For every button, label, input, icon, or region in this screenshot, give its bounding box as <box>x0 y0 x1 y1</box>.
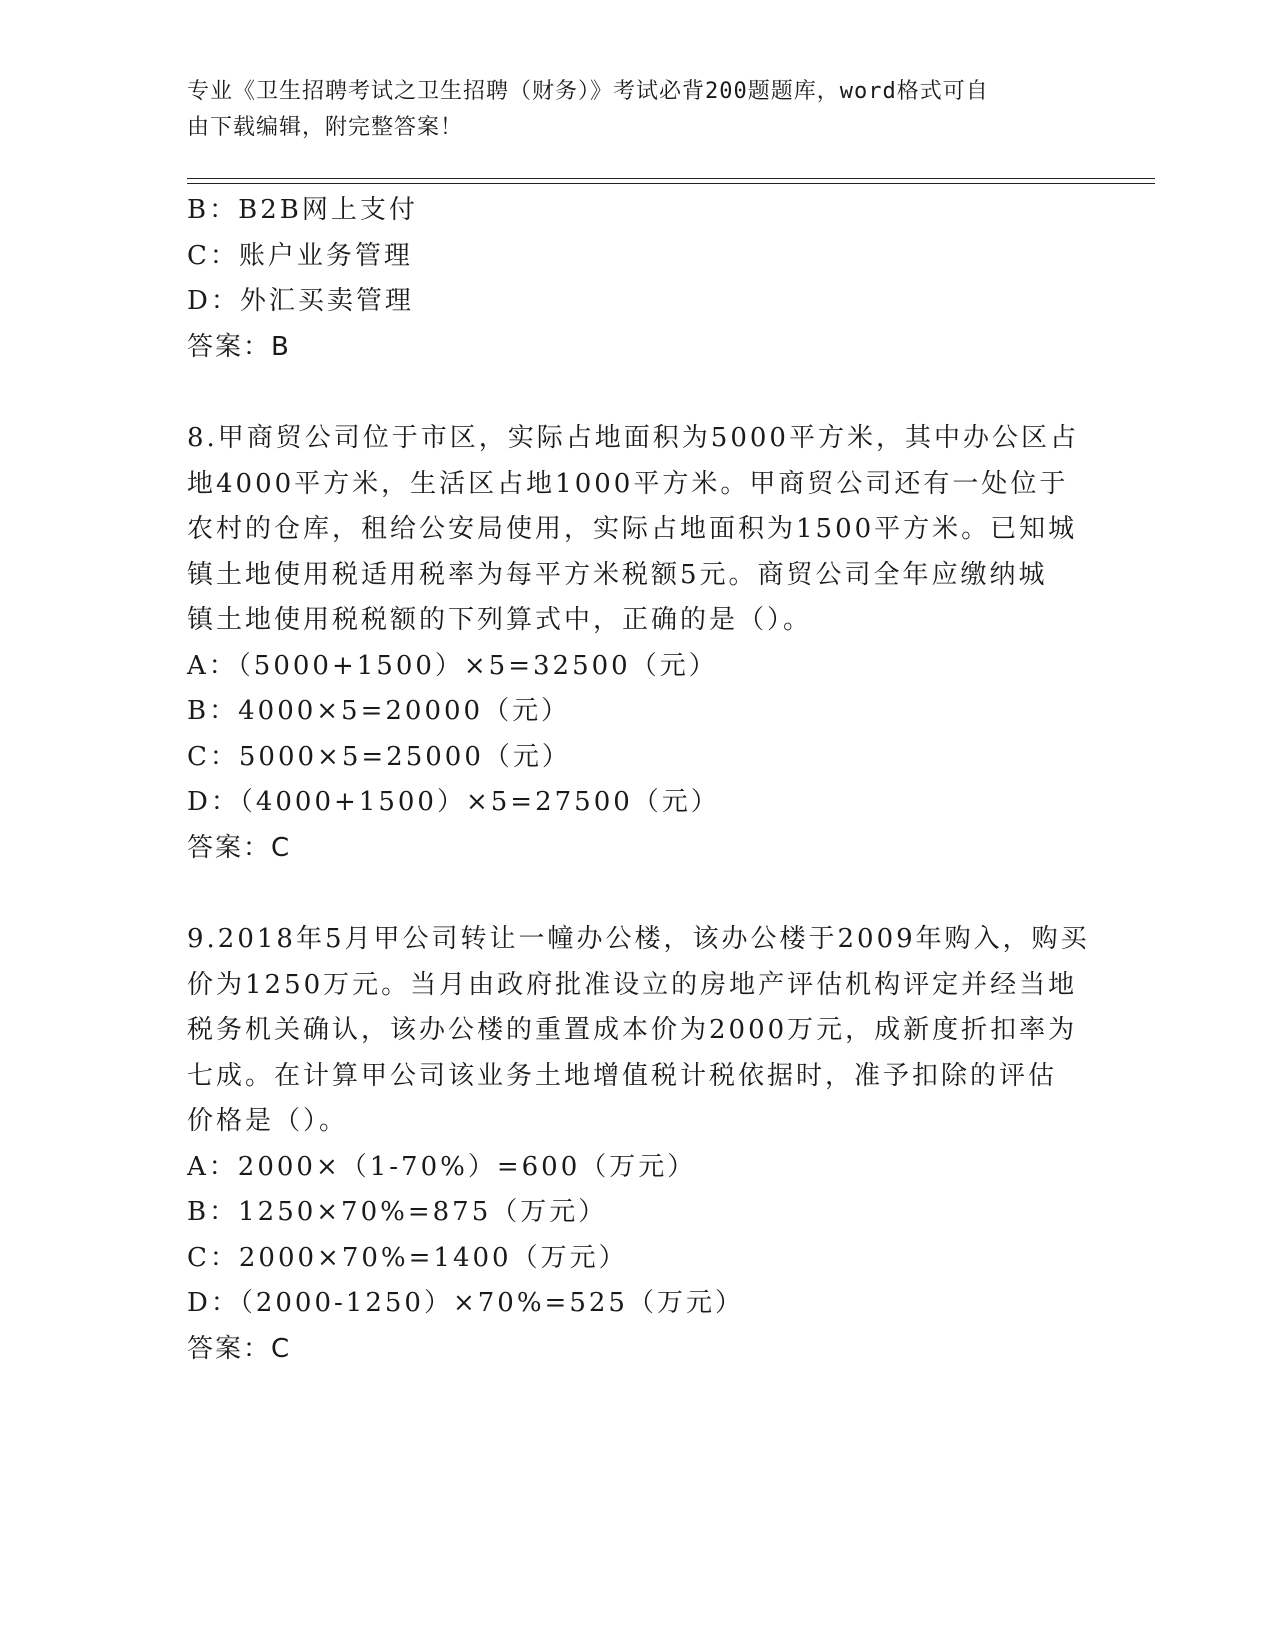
spacer <box>187 871 1087 917</box>
header-line-1: 专业《卫生招聘考试之卫生招聘（财务）》考试必背200题题库，word格式可自 <box>187 79 989 104</box>
document-body <box>187 188 1090 1372</box>
question-8-block <box>187 416 1087 871</box>
option-c: C：2000×70%=1400（万元） <box>187 1242 628 1273</box>
question-stem-line: 七成。在计算甲公司该业务土地增值税计税依据时，准予扣除的评估 <box>187 1060 1058 1091</box>
question-stem-line: 税务机关确认，该办公楼的重置成本价为2000万元，成新度折扣率为 <box>187 1015 1078 1045</box>
question-stem-line: 镇土地使用税适用税率为每平方米税额5元。商贸公司全年应缴纳城 <box>187 559 1048 590</box>
question-stem-line: 9.2018年5月甲公司转让一幢办公楼，该办公楼于2009年购入，购买 <box>187 924 1090 954</box>
question-9-block <box>187 917 1090 1372</box>
option-b: B：4000×5=20000（元） <box>187 696 571 726</box>
answer-line: 答案：B <box>187 331 291 362</box>
option-d: D：（4000+1500）×5=27500（元） <box>187 787 720 817</box>
spacer <box>187 370 1087 416</box>
option-d: D：外汇买卖管理 <box>187 286 414 316</box>
option-c: C：5000×5=25000（元） <box>187 741 571 772</box>
question-stem-line: 农村的仓库，租给公安局使用，实际占地面积为1500平方米。已知城 <box>187 514 1078 544</box>
header-line-2: 由下载编辑，附完整答案！ <box>187 115 464 140</box>
option-a: A：2000×（1-70%）=600（万元） <box>187 1151 697 1182</box>
document-header <box>187 74 1067 146</box>
option-a: A：（5000+1500）×5=32500（元） <box>187 650 718 681</box>
header-divider-bottom <box>187 183 1155 184</box>
option-d: D：（2000-1250）×70%=525（万元） <box>187 1288 744 1318</box>
question-stem-line: 价格是（）。 <box>187 1106 349 1136</box>
prev-question-block <box>187 188 1087 370</box>
question-stem-line: 镇土地使用税税额的下列算式中，正确的是（）。 <box>187 605 813 635</box>
question-stem-line: 8.甲商贸公司位于市区，实际占地面积为5000平方米，其中办公区占 <box>187 423 1079 453</box>
option-b: B：B2B网上支付 <box>187 195 418 225</box>
header-divider-top <box>187 178 1155 179</box>
option-b: B：1250×70%=875（万元） <box>187 1197 608 1227</box>
answer-line: 答案：C <box>187 832 292 863</box>
answer-line: 答案：C <box>187 1333 292 1364</box>
question-stem-line: 地4000平方米，生活区占地1000平方米。甲商贸公司还有一处位于 <box>187 468 1069 499</box>
question-stem-line: 价为1250万元。当月由政府批准设立的房地产评估机构评定并经当地 <box>187 969 1078 1000</box>
option-c: C：账户业务管理 <box>187 240 413 271</box>
